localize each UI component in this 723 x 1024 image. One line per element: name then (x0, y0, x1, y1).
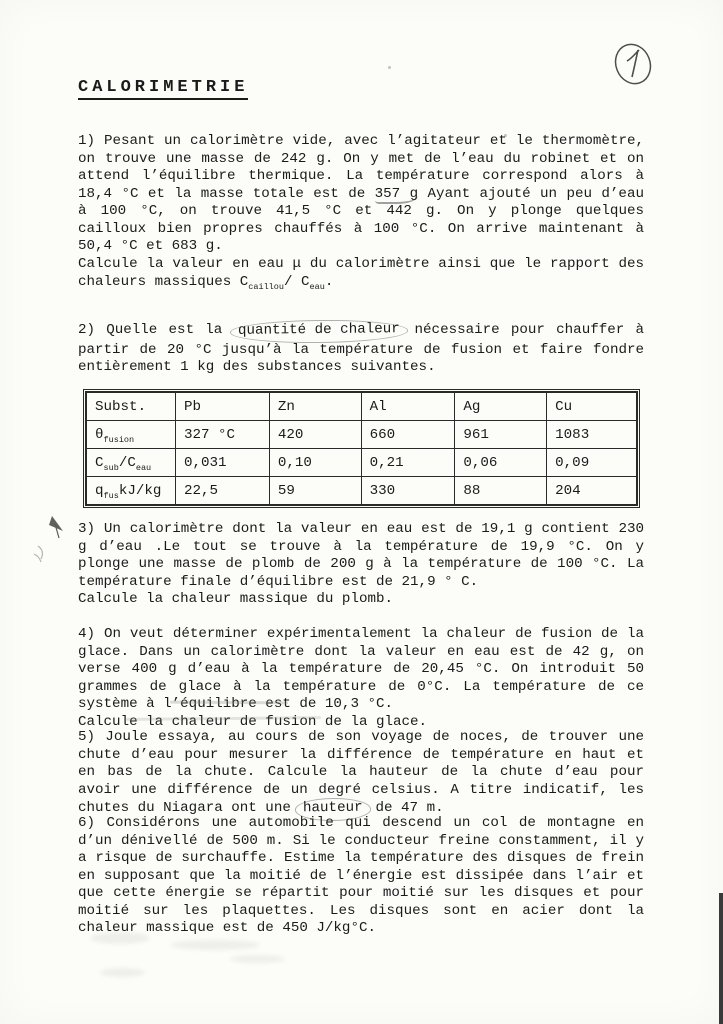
table-cell: 0,10 (269, 449, 361, 477)
text-segment: C (95, 454, 104, 471)
scan-speck (504, 134, 507, 137)
table-cell: 1083 (547, 421, 637, 449)
scan-smudge (230, 955, 285, 963)
text-segment: 6) Considérons une automobile qui descend un col de montagne en d’un dénivellé de 500 m. Si le conducteur freine constamment, il y a risque de surchauffe. Estime la température des disques de frein en supposant que la moitié de l’énergie est dissipée dans l’air et que cette énergie se répartit pour moitié sur les disques et pour moitié sur les plaquettes. Les disques sont en acier dont la chaleur massique est de 450 J/kg°C. (78, 815, 644, 936)
text-segment: 3) Un calorimètre dont la valeur en eau est de 19,1 g contient 230 g d’eau .Le tout se trouve à la température de 19,9 °C. On y plonge une masse de plomb de 200 g à la température de 100 °C. La température finale d’équilibre est de 21,9 ° C. (78, 521, 644, 590)
scan-smudge (170, 940, 260, 950)
table-cell: 88 (455, 477, 547, 505)
table-header-row (87, 393, 637, 421)
subscript-eau: eau (309, 281, 325, 292)
subscript-caillou: caillou (248, 281, 284, 292)
problem-3-text (78, 521, 644, 609)
problem-1-question (78, 256, 644, 291)
table-cell: 961 (455, 421, 547, 449)
text-segment: 2) Quelle est la (78, 322, 234, 338)
table-cell: 204 (547, 477, 637, 505)
problem-4-text (78, 626, 644, 731)
col-header-cu: Cu (547, 393, 637, 421)
scan-edge-artifact (719, 893, 723, 1024)
margin-scribble-annotation (30, 510, 76, 572)
substances-table (83, 389, 640, 508)
table-row-q-fusion (87, 477, 637, 505)
subscript-eau: eau (135, 462, 152, 473)
table-cell: 22,5 (175, 477, 269, 505)
row-label-q-fusion (87, 477, 176, 505)
text-segment: /C (118, 454, 136, 471)
circled-page-number-annotation (603, 34, 665, 94)
table-cell: 0,21 (361, 449, 455, 477)
scan-smudge (90, 932, 150, 944)
text-segment: de 47 m. (366, 800, 444, 816)
text-segment: kJ/kg (118, 482, 162, 499)
table-cell: 0,09 (547, 449, 637, 477)
page-title: CALORIMETRIE (78, 78, 248, 100)
text-segment: . (324, 273, 334, 290)
table-cell: 0,06 (455, 449, 547, 477)
table-row-c-ratio (87, 449, 637, 477)
text-segment: Ayant ajouté un peu d’eau à 100 °C, on trouve 41,5 °C et 442 g. On y plonge quelques cailloux bien propres chauffés à 100 °C. On arrive maintenant à 50,4 °C et 683 g. (78, 185, 644, 254)
col-header-ag: Ag (455, 393, 547, 421)
scan-speck (388, 66, 391, 69)
pencil-underline-357g: 357 g (374, 185, 419, 202)
subscript-fusion: fusion (103, 434, 135, 445)
row-label-theta-fusion (87, 421, 176, 449)
problem-3-question: Calcule la chaleur massique du plomb. (78, 591, 394, 607)
problem-5-text (78, 729, 644, 820)
table-cell: 660 (361, 421, 455, 449)
col-header-zn: Zn (269, 393, 361, 421)
problem-1-text (78, 133, 644, 256)
text-segment: 5) Joule essaya, au cours de son voyage de noces, de trouver une chute d’eau pour mesurer la différence de température en haut et en bas de la chute. Calcule la hauteur de la chute d’eau pour avoir une différence de un degré celsius. A titre indicatif, les chutes du Niagara ont une (78, 729, 644, 816)
scan-smudge (100, 968, 145, 977)
table-cell: 0,031 (175, 449, 269, 477)
text-segment: nécessaire pour chauffer à partir de 20 °C jusqu’à la température de fusion et faire fondre entièrement 1 kg des substances suivantes. (78, 322, 644, 375)
subscript-sub: sub (103, 462, 119, 473)
pencil-circle-quantite-de-chaleur: quantité de chaleur (229, 319, 407, 343)
table-cell: 59 (269, 477, 361, 505)
text-segment: θ (95, 426, 104, 443)
table-row-theta-fusion (87, 421, 637, 449)
col-header-pb: Pb (175, 393, 269, 421)
text-segment: 1) Pesant un calorimètre vide, avec l’agitateur et le thermomètre, on trouve une masse de 242 g. On y met de l’eau du robinet et on attend l’équilibre thermique. La température correspond alors à 18,4 °C et la masse totale est de (78, 133, 644, 202)
table-cell: 420 (269, 421, 361, 449)
subscript-fus: fus (103, 490, 119, 501)
col-header-al: Al (361, 393, 455, 421)
pencil-circle-hauteur: hauteur (295, 798, 371, 821)
text-segment: q (95, 482, 104, 499)
table-cell: 327 °C (175, 421, 269, 449)
text-segment: Calcule la valeur en eau μ du calorimètre ainsi que le rapport des chaleurs massiques C (78, 256, 644, 290)
problem-4-question: Calcule la chaleur de fusion de la glace. (78, 713, 428, 730)
text-segment: 4) On veut déterminer expérimentalement la chaleur de fusion de la glace. Dans un calorimètre dont la valeur en eau est de 42 g, on verse 400 g d’eau à la température de 20,45 °C. On introduit 50 grammes de glace à la température de 0°C. La température de ce système à l’équilibre est de 10,3 °C. (78, 626, 644, 712)
problem-2-text (78, 321, 644, 377)
row-label-c-ratio (87, 449, 176, 477)
table-cell: 330 (361, 477, 455, 505)
col-header-subst: Subst. (87, 393, 176, 421)
problem-6-text (78, 815, 644, 938)
text-segment: / C (284, 273, 310, 290)
